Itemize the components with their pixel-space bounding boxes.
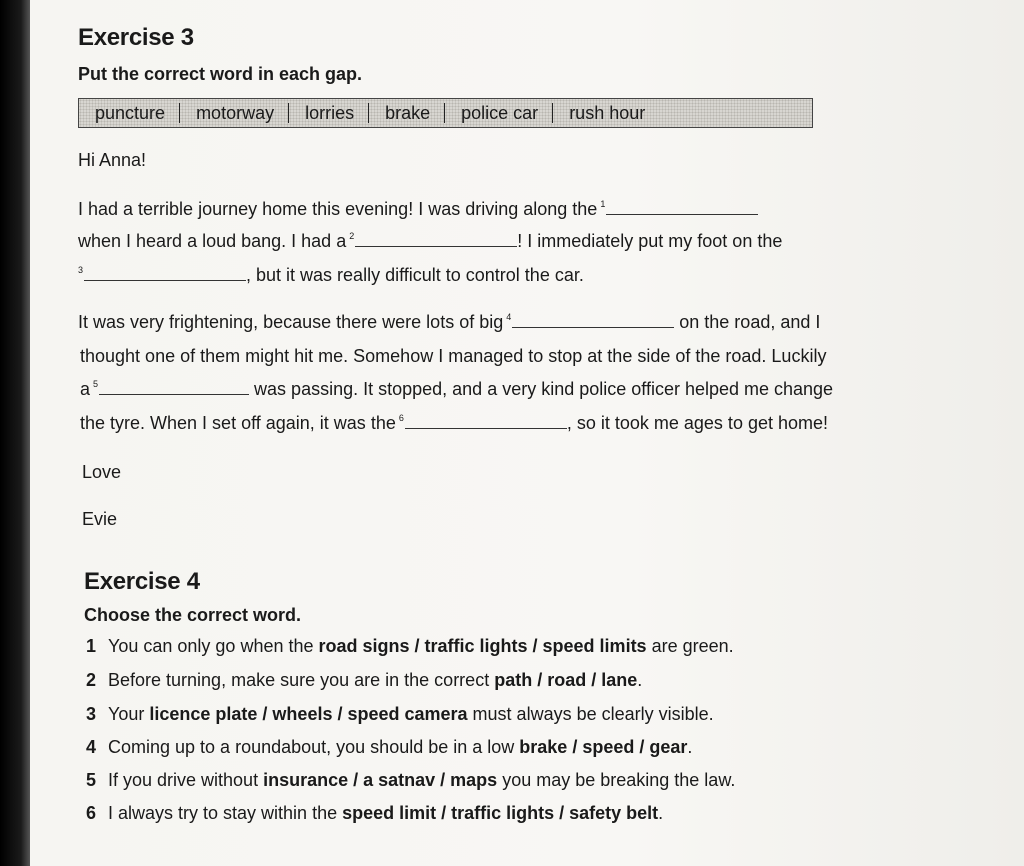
answer-choices[interactable]: road signs / traffic lights / speed limits (318, 636, 647, 656)
answer-choices[interactable]: speed limit / traffic lights / safety belt (342, 803, 659, 823)
question-item: 4 Coming up to a roundabout, you should be in a low brake / speed / gear. (86, 737, 693, 757)
word-option: lorries (305, 102, 355, 123)
gap-number: 5 (93, 379, 99, 389)
gap-2-input[interactable] (355, 232, 517, 247)
word-option: brake (385, 102, 431, 123)
gap-5-input[interactable] (99, 380, 249, 395)
gap-number: 2 (349, 231, 355, 241)
letter-line: $^3$ , but it was really difficult to control the car. (78, 265, 584, 285)
word-option: motorway (196, 102, 275, 123)
answer-choices[interactable]: licence plate / wheels / speed camera (149, 704, 468, 724)
exercise-3-title: Exercise 3 (78, 24, 194, 51)
gap-number: 6 (398, 413, 404, 423)
answer-choices[interactable]: path / road / lane (494, 670, 638, 690)
exercise-3-instruction: Put the correct word in each gap. (78, 64, 363, 84)
word-option: police car (461, 102, 539, 123)
question-item: 6 I always try to stay within the speed limit / traffic lights / safety belt. (86, 803, 664, 823)
gap-number: 4 (506, 312, 512, 322)
gap-number: 1 (600, 199, 606, 209)
page-edge-shadow (0, 0, 30, 866)
letter-line: thought one of them might hit me. Somehow I managed to stop at the side of the road. Luckily (80, 346, 827, 366)
exercise-4-instruction: Choose the correct word. (84, 605, 302, 625)
gap-6-input[interactable] (405, 414, 567, 429)
gap-4-input[interactable] (512, 313, 674, 328)
letter-line: when I heard a loud bang. I had a $^2$ ! I immediately put my foot on the (78, 231, 783, 251)
letter-name: Evie (82, 509, 118, 529)
letter-line: I had a terrible journey home this evening! I was driving along the $^1$ (78, 199, 758, 220)
gap-1-input[interactable] (606, 200, 758, 215)
letter-signoff: Love (82, 462, 122, 482)
answer-choices[interactable]: insurance / a satnav / maps (263, 770, 498, 790)
answer-choices[interactable]: brake / speed / gear (519, 737, 688, 757)
question-item: 5 If you drive without insurance / a satnav / maps you may be breaking the law. (86, 770, 736, 790)
gap-number: 3 (78, 265, 84, 275)
letter-line: the tyre. When I set off again, it was the $^6$ , so it took me ages to get home! (80, 413, 828, 433)
question-item: 2 Before turning, make sure you are in the correct path / road / lane. (86, 670, 643, 690)
letter-greeting: Hi Anna! (78, 150, 147, 170)
gap-3-input[interactable] (84, 266, 246, 281)
exercise-4-title: Exercise 4 (84, 568, 200, 595)
question-item: 1 You can only go when the road signs / traffic lights / speed limits are green. (86, 636, 734, 656)
word-option: rush hour (569, 102, 646, 123)
word-option: puncture (95, 102, 166, 123)
letter-line: It was very frightening, because there were lots of big $^4$ on the road, and I (78, 312, 821, 332)
question-item: 3 Your licence plate / wheels / speed camera must always be clearly visible. (86, 704, 714, 724)
letter-line: a $^5$ was passing. It stopped, and a very kind police officer helped me change (80, 379, 834, 399)
word-box (78, 98, 813, 128)
